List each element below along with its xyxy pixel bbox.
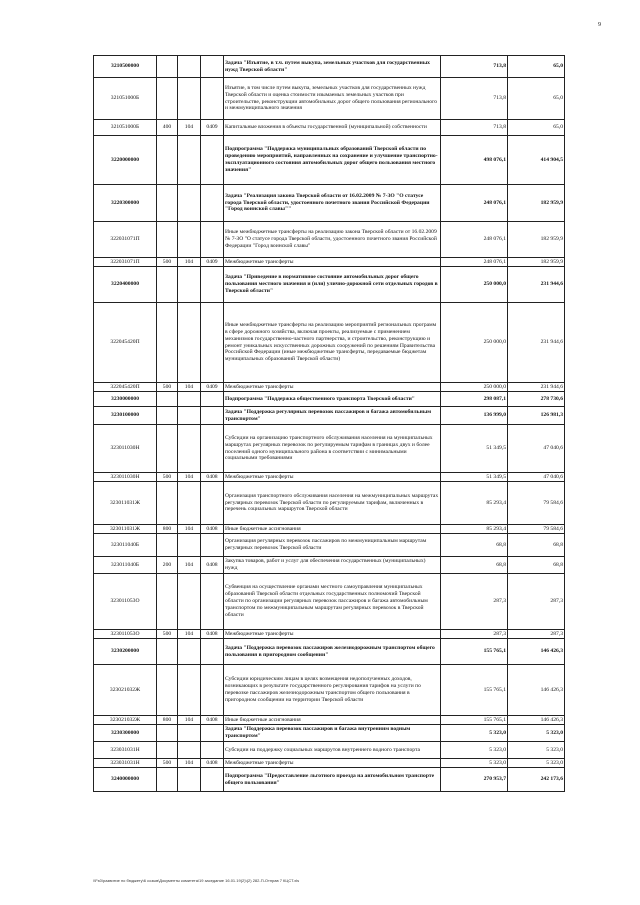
row-value-2018-cell: 85 293,4 [441,525,508,534]
budget-table [93,55,565,792]
row-subsection-cell: 0408 [201,759,224,768]
row-code-cell: 3230200000 [94,639,157,665]
table-row [94,742,565,759]
row-value-2018-cell: 248 076,1 [441,185,508,222]
row-grbs-cell [157,725,178,742]
row-grbs-cell: 400 [157,120,178,136]
row-name-cell: Задача "Приведение в нормативное состояние автомобильных дорог общего пользования местного значения и (или) улично-дорожной сети отдельных городов в Тверской области" [224,267,441,303]
row-section-cell: 104 [178,258,201,267]
row-grbs-cell: 800 [157,525,178,534]
row-value-2018-cell: 248 076,1 [441,222,508,258]
row-name-cell: Межбюджетные трансферты [224,473,441,482]
row-value-2018-cell: 68,8 [441,534,508,557]
row-code-cell: 323011031Ж [94,525,157,534]
row-subsection-cell [201,425,224,473]
row-code-cell: 322045420П [94,383,157,392]
row-value-2018-cell: 155 765,1 [441,665,508,716]
row-value-executed-cell: 65,0 [508,56,565,78]
row-subsection-cell: 0408 [201,473,224,482]
row-grbs-cell [157,185,178,222]
row-value-executed-cell: 5 323,0 [508,759,565,768]
row-section-cell [178,482,201,525]
row-value-executed-cell: 182 959,9 [508,222,565,258]
table-row [94,407,565,425]
row-section-cell [178,574,201,630]
row-name-cell: Межбюджетные трансферты [224,258,441,267]
row-value-executed-cell: 287,3 [508,630,565,639]
row-code-cell: 3210500000 [94,56,157,78]
row-code-cell: 323011030Н [94,473,157,482]
row-grbs-cell: 500 [157,383,178,392]
row-grbs-cell: 200 [157,557,178,574]
row-section-cell [178,742,201,759]
row-grbs-cell [157,742,178,759]
row-name-cell: Иные межбюджетные трансферты на реализацию мероприятий региональных программ в сфере дорожного хозяйства, включая проекты, реализуемые с применением механизмов государственно-частного партнерства, и строительство, реконструкцию и ремонт уникальных искусственных дорожных сооружений по решениям Правительства Российской Федерации (иные межбюджетные трансферты, передаваемые бюджетам муниципальных образований Тверской области) [224,303,441,383]
row-subsection-cell [201,574,224,630]
row-value-executed-cell: 231 944,6 [508,267,565,303]
row-grbs-cell [157,303,178,383]
row-value-2018-cell: 5 323,0 [441,742,508,759]
table-row [94,525,565,534]
row-grbs-cell [157,768,178,792]
row-section-cell: 104 [178,557,201,574]
row-value-executed-cell: 414 904,5 [508,136,565,185]
row-value-executed-cell: 47 040,6 [508,473,565,482]
row-code-cell: 322045420П [94,303,157,383]
row-name-cell: Подпрограмма "Поддержка муниципальных образований Тверской области по проведению мероприятий, направленных на сохранение и улучшение транспортно-эксплуатационного состояния автомобильных дорог общего пользования местного значения" [224,136,441,185]
row-section-cell: 104 [178,759,201,768]
row-section-cell [178,267,201,303]
row-name-cell: Иные бюджетные ассигнования [224,716,441,725]
row-grbs-cell [157,78,178,120]
row-value-2018-cell: 713,8 [441,78,508,120]
row-name-cell: Задача "Поддержка перевозок пассажиров железнодорожным транспортом общего пользования в пригородном сообщении" [224,639,441,665]
row-grbs-cell: 500 [157,630,178,639]
row-code-cell: 3230300000 [94,725,157,742]
table-row [94,482,565,525]
table-row [94,759,565,768]
table-row [94,534,565,557]
row-name-cell: Капитальные вложения в объекты государственной (муниципальной) собственности [224,120,441,136]
row-code-cell: 323011053О [94,574,157,630]
row-grbs-cell [157,136,178,185]
row-subsection-cell: 0408 [201,630,224,639]
row-value-executed-cell: 146 426,3 [508,639,565,665]
row-name-cell: Задача "Поддержка регулярных перевозок пассажиров и багажа автомобильным транспортом" [224,407,441,425]
row-name-cell: Иные бюджетные ассигнования [224,525,441,534]
row-value-2018-cell: 498 076,1 [441,136,508,185]
table-row [94,185,565,222]
row-code-cell: 323021032Ж [94,665,157,716]
row-code-cell: 322031071П [94,222,157,258]
row-code-cell: 323031031Н [94,742,157,759]
row-section-cell [178,425,201,473]
row-value-2018-cell: 68,8 [441,557,508,574]
row-code-cell: 323021032Ж [94,716,157,725]
row-subsection-cell [201,185,224,222]
row-name-cell: Иные межбюджетные трансферты на реализацию закона Тверской области от 16.02.2009 № 7-ЗО "О статусе города Тверской области, удостоенного почетного звания Российской Федерации "Город воинской славы" [224,222,441,258]
row-subsection-cell [201,136,224,185]
table-row [94,136,565,185]
row-section-cell: 104 [178,630,201,639]
row-value-executed-cell: 231 944,6 [508,303,565,383]
table-row [94,120,565,136]
row-code-cell: 323011053О [94,630,157,639]
row-grbs-cell [157,425,178,473]
row-value-2018-cell: 250 000,0 [441,267,508,303]
row-value-executed-cell: 242 173,6 [508,768,565,792]
row-value-executed-cell: 65,0 [508,78,565,120]
table-row [94,725,565,742]
row-section-cell: 104 [178,525,201,534]
row-name-cell: Субсидии на организацию транспортного обслуживания населения на муниципальных маршрутах регулярных перевозок по регулируемым тарифам в границах двух и более поселений одного муниципального района в соответствии с минимальными социальными требованиями [224,425,441,473]
row-subsection-cell [201,56,224,78]
row-value-2018-cell: 51 349,5 [441,425,508,473]
row-subsection-cell: 0409 [201,258,224,267]
table-row [94,425,565,473]
row-subsection-cell: 0408 [201,716,224,725]
row-grbs-cell [157,56,178,78]
row-value-executed-cell: 5 323,0 [508,742,565,759]
row-code-cell: 323011030Н [94,425,157,473]
table-row [94,639,565,665]
row-grbs-cell [157,574,178,630]
row-subsection-cell [201,78,224,120]
row-value-2018-cell: 85 293,4 [441,482,508,525]
row-value-2018-cell: 713,8 [441,56,508,78]
row-subsection-cell [201,742,224,759]
row-section-cell [178,222,201,258]
row-section-cell [178,303,201,383]
row-code-cell: 3230000000 [94,392,157,407]
row-section-cell [178,78,201,120]
row-value-executed-cell: 182 959,9 [508,258,565,267]
row-subsection-cell [201,534,224,557]
row-subsection-cell [201,392,224,407]
row-value-executed-cell: 5 323,0 [508,725,565,742]
row-code-cell: 3220400000 [94,267,157,303]
row-section-cell: 104 [178,383,201,392]
row-value-executed-cell: 79 584,6 [508,525,565,534]
row-code-cell: 323011040Б [94,557,157,574]
row-subsection-cell [201,725,224,742]
table-row [94,665,565,716]
row-code-cell: 3220000000 [94,136,157,185]
table-row [94,768,565,792]
row-grbs-cell [157,407,178,425]
table-row [94,716,565,725]
row-code-cell: 3220300000 [94,185,157,222]
page-number: 9 [598,22,601,28]
row-value-2018-cell: 155 765,1 [441,639,508,665]
row-name-cell: Задача "Изъятие, в т.ч. путем выкупа, земельных участков для государственных нужд Тверской области" [224,56,441,78]
row-name-cell: Подпрограмма "Предоставление льготного проезда на автомобильном транспорте общего пользования" [224,768,441,792]
row-value-2018-cell: 248 076,1 [441,258,508,267]
row-name-cell: Субсидии юридическим лицам в целях возмещения недополученных доходов, возникающих в результате государственного регулирования тарифов на услуги по перевозке пассажиров железнодорожным транспортом общего пользования в пригородном сообщении на территории Тверской области [224,665,441,716]
row-name-cell: Межбюджетные трансферты [224,630,441,639]
row-name-cell: Изъятие, в том числе путем выкупа, земельных участков для государственных нужд Тверской области и оценка стоимости изымаемых земельных участков при строительстве, реконструкции автомобильных дорог общего пользования регионального и межмуниципального значения [224,78,441,120]
table-row [94,574,565,630]
row-grbs-cell [157,482,178,525]
row-value-2018-cell: 51 349,5 [441,473,508,482]
row-subsection-cell [201,222,224,258]
row-section-cell [178,665,201,716]
row-section-cell [178,534,201,557]
row-value-executed-cell: 126 981,3 [508,407,565,425]
row-section-cell: 104 [178,473,201,482]
row-value-2018-cell: 287,3 [441,630,508,639]
row-section-cell [178,185,201,222]
row-value-executed-cell: 278 730,6 [508,392,565,407]
row-value-2018-cell: 287,3 [441,574,508,630]
row-name-cell: Организация транспортного обслуживания населения на межмуниципальных маршрутах регулярных перевозок Тверской области по регулируемым тарифам, включенных в перечень социальных маршрутов Тверской области [224,482,441,525]
row-subsection-cell [201,267,224,303]
row-code-cell: 323011040Б [94,534,157,557]
row-section-cell [178,768,201,792]
row-value-executed-cell: 146 426,3 [508,716,565,725]
row-section-cell: 104 [178,716,201,725]
row-subsection-cell [201,768,224,792]
table-row [94,222,565,258]
row-subsection-cell: 0409 [201,383,224,392]
row-code-cell: 3240000000 [94,768,157,792]
row-code-cell: 321051000Б [94,120,157,136]
table-row [94,383,565,392]
row-subsection-cell [201,665,224,716]
row-name-cell: Подпрограмма "Поддержка общественного транспорта Тверской области" [224,392,441,407]
row-code-cell: 323011031Ж [94,482,157,525]
row-subsection-cell [201,407,224,425]
row-grbs-cell [157,665,178,716]
row-subsection-cell: 0409 [201,120,224,136]
row-value-executed-cell: 68,8 [508,534,565,557]
row-grbs-cell [157,639,178,665]
row-grbs-cell [157,267,178,303]
row-value-2018-cell: 5 323,0 [441,725,508,742]
row-grbs-cell [157,392,178,407]
table-row [94,473,565,482]
table-row [94,267,565,303]
table-row [94,630,565,639]
row-value-executed-cell: 287,3 [508,574,565,630]
row-section-cell [178,407,201,425]
table-row [94,258,565,267]
table-row [94,56,565,78]
row-name-cell: Организация регулярных перевозок пассажиров по межмуниципальным маршрутам регулярных перевозок Тверской области [224,534,441,557]
row-section-cell [178,136,201,185]
row-subsection-cell [201,482,224,525]
row-value-executed-cell: 182 959,9 [508,185,565,222]
row-name-cell: Закупка товаров, работ и услуг для обеспечения государственных (муниципальных) нужд [224,557,441,574]
row-section-cell [178,639,201,665]
table-row [94,78,565,120]
row-value-2018-cell: 136 999,0 [441,407,508,425]
row-value-2018-cell: 250 000,0 [441,383,508,392]
row-name-cell: Задача "Реализация закона Тверской области от 16.02.2009 № 7-ЗО "О статусе города Тверской области, удостоенного почетного звания Российской Федерации "Город воинской славы"" [224,185,441,222]
row-name-cell: Межбюджетные трансферты [224,759,441,768]
row-subsection-cell: 0408 [201,525,224,534]
table-body [94,56,565,792]
row-grbs-cell: 500 [157,473,178,482]
row-section-cell: 104 [178,120,201,136]
row-value-2018-cell: 250 000,0 [441,303,508,383]
row-value-executed-cell: 47 040,6 [508,425,565,473]
file-path-footer: \\Fs0\развитие по бюджету\6 созыв\Документы комитета\19 заседание 16.01.19(2)\(2) 282-П-Отправ 7 КЦСТ.xls [93,878,300,883]
row-code-cell: 321051000Б [94,78,157,120]
row-code-cell: 322031071П [94,258,157,267]
row-subsection-cell: 0408 [201,557,224,574]
row-grbs-cell: 500 [157,759,178,768]
row-name-cell: Субсидии на поддержку социальных маршрутов внутреннего водного транспорта [224,742,441,759]
row-code-cell: 323031031Н [94,759,157,768]
row-value-2018-cell: 270 953,7 [441,768,508,792]
row-name-cell: Межбюджетные трансферты [224,383,441,392]
row-subsection-cell [201,303,224,383]
row-section-cell [178,56,201,78]
row-value-2018-cell: 5 323,0 [441,759,508,768]
table-row [94,392,565,407]
row-grbs-cell: 500 [157,258,178,267]
row-subsection-cell [201,639,224,665]
row-grbs-cell [157,222,178,258]
row-section-cell [178,392,201,407]
row-value-executed-cell: 68,8 [508,557,565,574]
row-value-2018-cell: 713,8 [441,120,508,136]
row-value-executed-cell: 65,0 [508,120,565,136]
row-value-2018-cell: 155 765,1 [441,716,508,725]
table-row [94,303,565,383]
table-row [94,557,565,574]
row-value-executed-cell: 231 944,6 [508,383,565,392]
row-value-executed-cell: 79 584,6 [508,482,565,525]
row-value-executed-cell: 146 426,3 [508,665,565,716]
row-section-cell [178,725,201,742]
row-grbs-cell: 800 [157,716,178,725]
row-grbs-cell [157,534,178,557]
row-name-cell: Субвенция на осуществление органами местного самоуправления муниципальных образований Тверской области отдельных государственных полномочий Тверской области по организации регулярных перевозок пассажиров и багажа автомобильным транспортом по межмуниципальным маршрутам регулярных перевозок в Тверской области [224,574,441,630]
row-value-2018-cell: 298 087,1 [441,392,508,407]
row-code-cell: 3230100000 [94,407,157,425]
row-name-cell: Задача "Поддержка перевозок пассажиров и багажа внутренним водным транспортом" [224,725,441,742]
